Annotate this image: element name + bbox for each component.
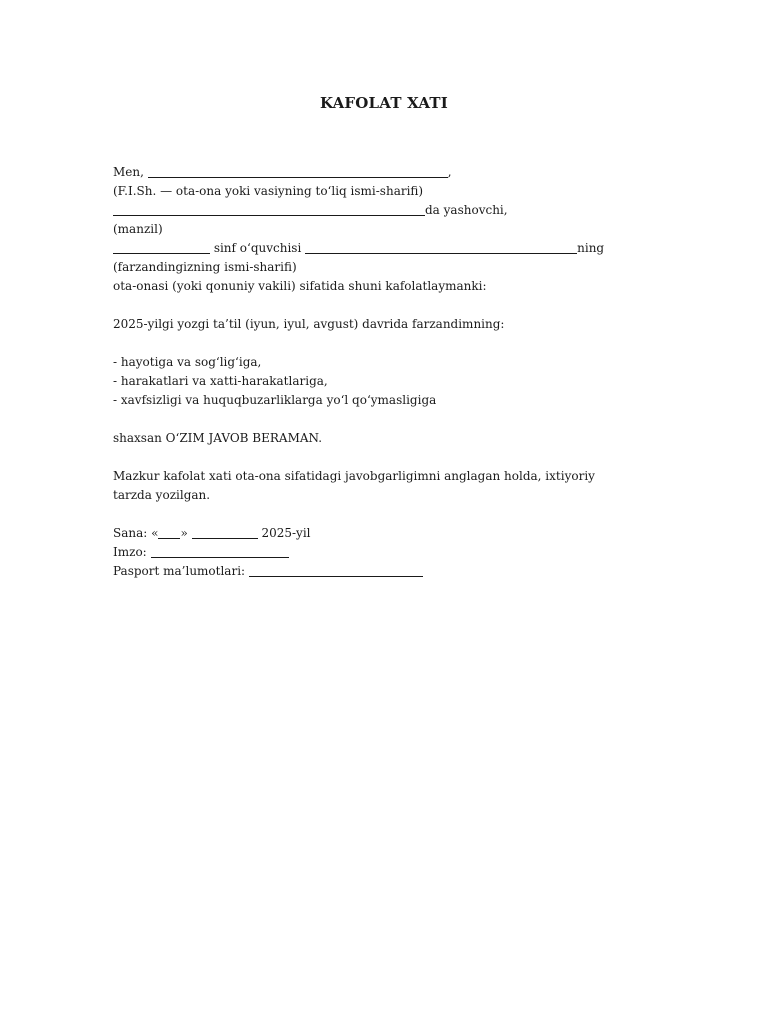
men-prefix: Men, [113, 165, 148, 179]
address-blank[interactable] [113, 203, 425, 216]
responsibility-line: shaxsan O‘ZIM JAVOB BERAMAN. [113, 431, 323, 445]
fish-hint: (F.I.Sh. — ota-ona yoki vasiyning to‘liq ismi-sharifi) [113, 184, 424, 198]
passport-label: Pasport ma’lumotlari: [113, 564, 249, 578]
signature-blank[interactable] [151, 545, 289, 558]
signature-label: Imzo: [113, 545, 151, 559]
list-item: - harakatlari va xatti-harakatlariga, [113, 374, 328, 388]
men-suffix: , [447, 165, 452, 179]
address-suffix: da yashovchi, [425, 203, 508, 217]
passport-blank[interactable] [249, 564, 423, 577]
address-line [113, 201, 633, 220]
guardian-name-line [113, 163, 633, 182]
date-line [113, 524, 633, 543]
address-hint: (manzil) [113, 222, 163, 236]
document-title: KAFOLAT XATI [319, 94, 449, 112]
date-prefix: Sana: « [113, 526, 159, 540]
child-suffix: ning [577, 241, 605, 255]
guardian-statement: ota-onasi (yoki qonuniy vakili) sifatida shuni kafolatlaymanki: [113, 279, 487, 293]
guardian-name-blank[interactable] [148, 165, 448, 178]
date-suffix: 2025-yil [257, 526, 311, 540]
child-line [113, 239, 633, 258]
class-suffix: sinf o‘quvchisi [210, 241, 306, 255]
date-mid: » [180, 526, 192, 540]
day-blank[interactable] [158, 526, 180, 539]
document-body [113, 163, 633, 581]
class-blank[interactable] [113, 241, 210, 254]
signature-line [113, 543, 633, 562]
summer-line: 2025-yilgi yozgi ta’til (iyun, iyul, avgust) davrida farzandimning: [113, 317, 505, 331]
voluntary-paragraph: Mazkur kafolat xati ota-ona sifatidagi javobgarligimni anglagan holda, ixtiyoriy tarzda yozilgan. [113, 469, 595, 502]
list-item: - hayotiga va sog‘lig‘iga, [113, 355, 262, 369]
passport-line [113, 562, 633, 581]
month-blank[interactable] [192, 526, 258, 539]
child-name-blank[interactable] [305, 241, 577, 254]
child-hint: (farzandingizning ismi-sharifi) [113, 260, 297, 274]
list-item: - xavfsizligi va huquqbuzarliklarga yo‘l qo‘ymasligiga [113, 393, 437, 407]
